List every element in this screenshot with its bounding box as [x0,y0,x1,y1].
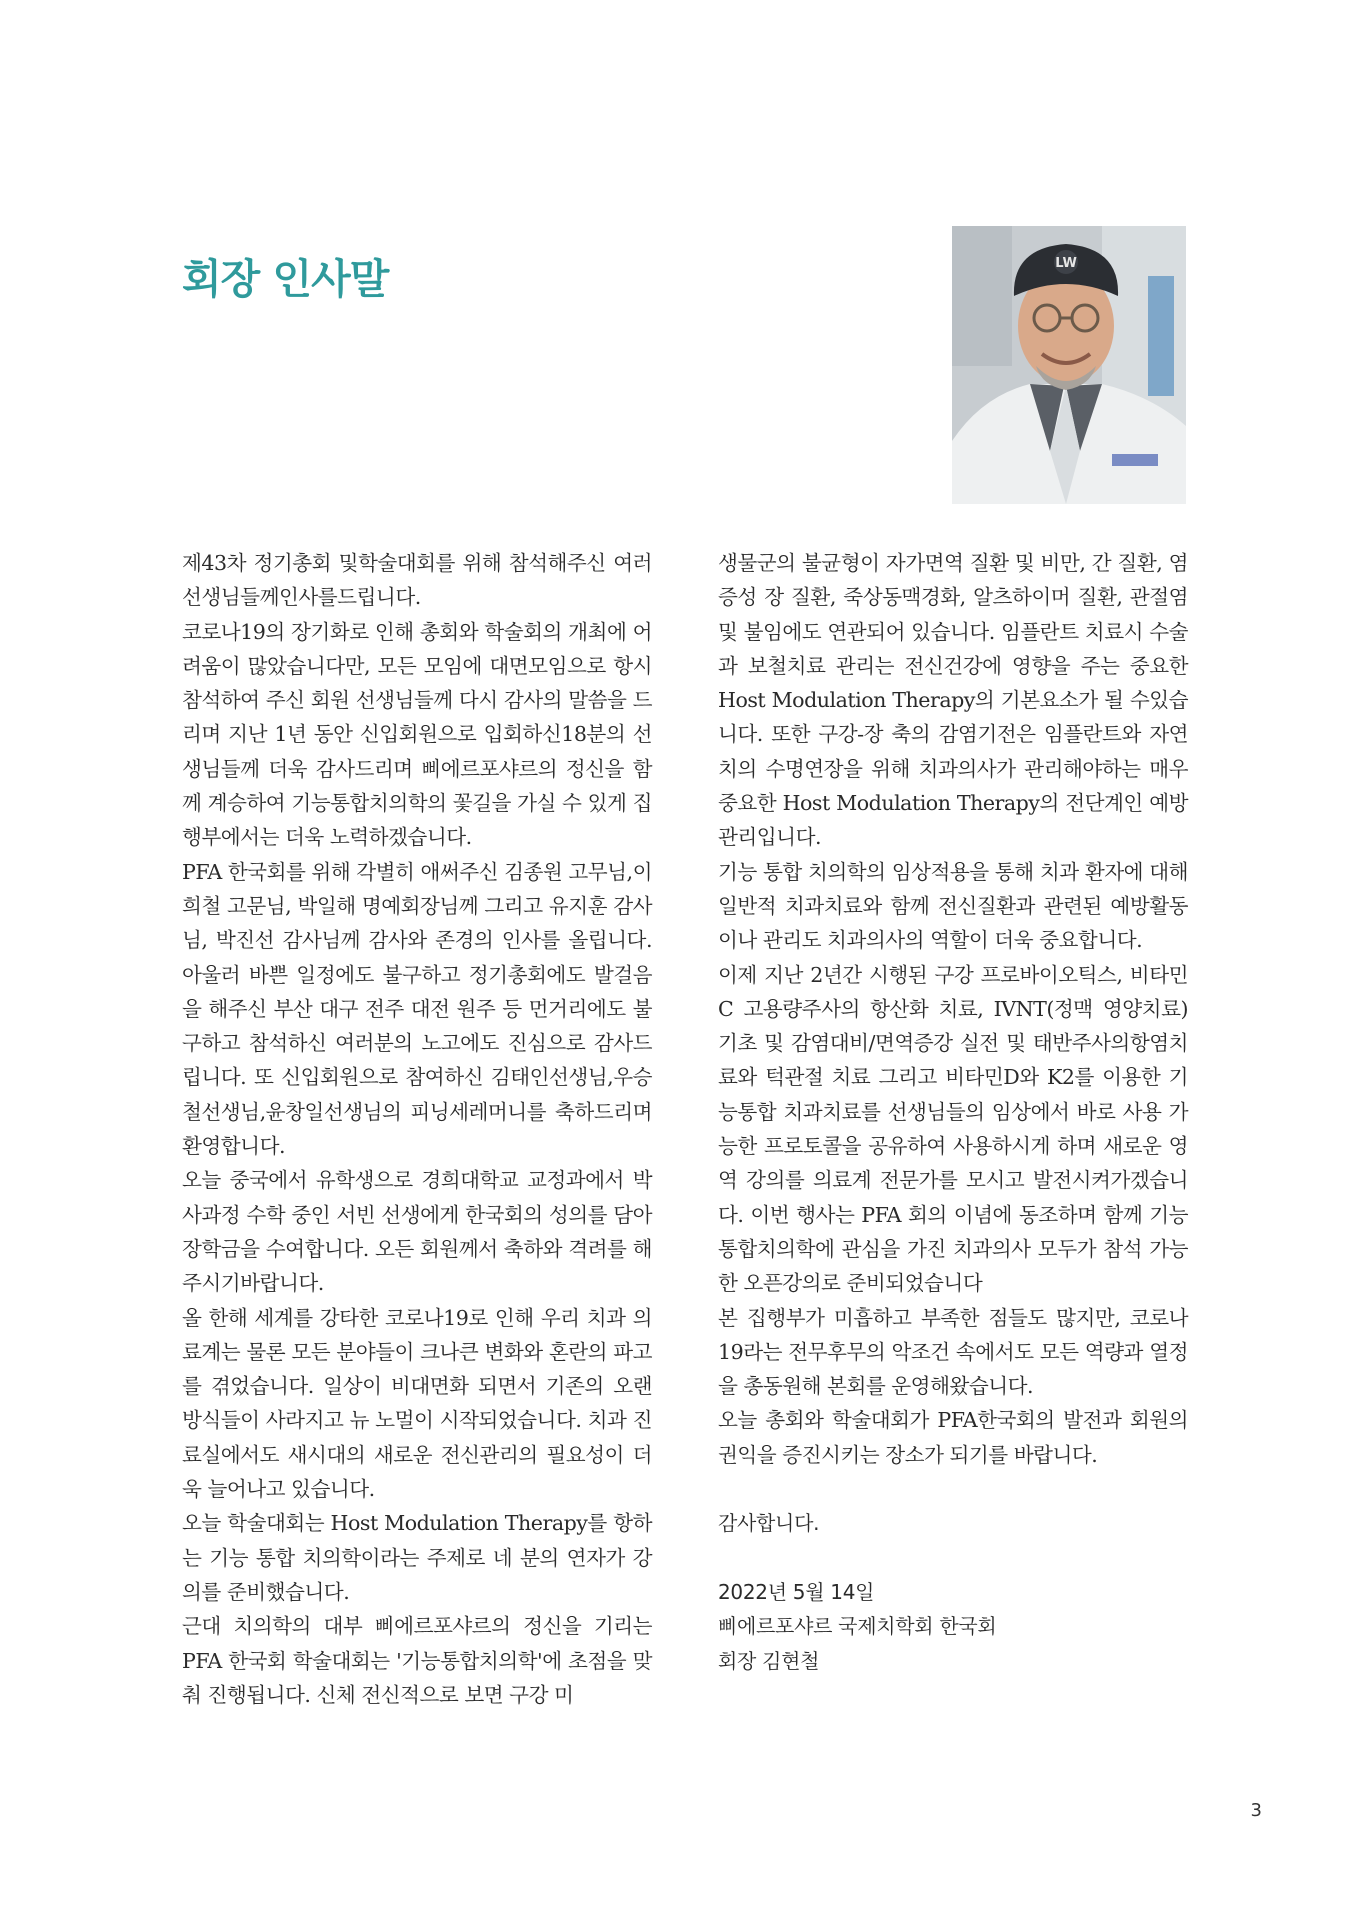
paragraph: 오늘 학술대회는 Host Modulation Therapy를 항하는 기능 통합 치의학이라는 주제로 네 분의 연자가 강의를 준비했습니다. [182,1511,652,1604]
paragraph: 오늘 중국에서 유학생으로 경희대학교 교정과에서 박사과정 수학 중인 서빈 선생에게 한국회의 성의를 담아 장학금을 수여합니다. 오든 회원께서 축하와 격려를 해주시기바랍니다. [182,1168,652,1296]
page-title: 회장 인사말 [182,255,389,303]
paragraph: 이제 지난 2년간 시행된 구강 프로바이오틱스, 비타민C 고용량주사의 항산화 치료, IVNT(정맥 영양치료) 기초 및 감염대비/면역증강 실전 및 태반주사의항염치료와 턱관절 치료 그리고 비타민D와 K2를 이용한 기능통합 치과치료를 선생님들의 임상에서 바로 사용 가능한 프로토콜을 공유하여 사용하시게 하며 새로운 영역 강의를 의료계 전문가를 모시고 발전시켜가겠습니다. 이번 행사는 PFA 회의 이념에 동조하며 함께 기능통합치의학에 관심을 가진 치과의사 모두가 참석 가능한 오픈강의로 준비되었습니다 [718,962,1188,1296]
closing-greeting: 감사합니다. [718,1511,820,1536]
president-photo [952,226,1186,504]
paragraph: 제43차 정기총회 및학술대회를 위해 참석해주신 여러 선생님들께인사를드립니다. [182,551,652,610]
paragraph: PFA 한국회를 위해 각별히 애써주신 김종원 고무님,이희철 고문님, 박일해 명예회장님께 그리고 유지훈 감사님, 박진선 감사님께 감사와 존경의 인사를 올립니다. 아울러 바쁜 일정에도 불구하고 정기총회에도 발걸음을 해주신 부산 대구 전주 대전 원주 등 먼거리에도 불구하고 참석하신 여러분의 노고에도 진심으로 감사드립니다. 또 신입회원으로 참여하신 김태인선생님,우승철선생님,윤창일선생님의 피닝세레머니를 축하드리며 환영합니다. [182,859,652,1159]
cap-logo: LW [1055,256,1077,271]
paragraph: 오늘 총회와 학술대회가 PFA한국회의 발전과 회원의 권익을 증진시키는 장소가 되기를 바랍니다. [718,1408,1188,1467]
signature-date: 2022년 5월 14일 [718,1579,875,1604]
paragraph: 올 한해 세계를 강타한 코로나19로 인해 우리 치과 의료계는 물론 모든 분야들이 크나큰 변화와 혼란의 파고를 겪었습니다. 일상이 비대면화 되면서 기존의 오랜 방식들이 사라지고 뉴 노멀이 시작되었습니다. 치과 진료실에서도 새시대의 새로운 전신관리의 필요성이 더욱 늘어나고 있습니다. [182,1305,652,1502]
paragraph: 본 집행부가 미흡하고 부족한 점들도 많지만, 코로나19라는 전무후무의 악조건 속에서도 모든 역량과 열정을 총동원해 본회를 운영해왔습니다. [718,1305,1188,1399]
paragraph: 기능 통합 치의학의 임상적용을 통해 치과 환자에 대해 일반적 치과치료와 함께 전신질환과 관련된 예방활동이나 관리도 치과의사의 역할이 더욱 중요합니다. [718,859,1188,953]
paragraph: 근대 치의학의 대부 삐에르포샤르의 정신을 기리는 PFA 한국회 학술대회는 '기능통합치의학'에 초점을 맞춰 진행됩니다. 신체 전신적으로 보면 구강 미 [182,1614,652,1707]
signature-name: 회장 김현철 [718,1648,820,1673]
portrait-illustration [952,226,1186,504]
signature-organization: 삐에르포샤르 국제치학회 한국회 [718,1614,997,1639]
paragraph: 코로나19의 장기화로 인해 총회와 학술회의 개최에 어려움이 많았습니다만, 모든 모임에 대면모임으로 항시 참석하여 주신 회원 선생님들께 다시 감사의 말씀을 드리며 지난 1년 동안 신입회원으로 입회하신18분의 선생님들께 더욱 감사드리며 삐에르포샤르의 정신을 함께 계승하여 기능통합치의학의 꽃길을 가실 수 있게 집행부에서는 더욱 노력하겠습니다. [182,619,652,850]
spacer [718,1541,1188,1575]
page-number: 3 [1250,1800,1262,1821]
right-column [718,546,1188,1678]
left-column [182,546,652,1712]
spacer [718,1472,1188,1506]
paragraph: 생물군의 불균형이 자가면역 질환 및 비만, 간 질환, 염증성 장 질환, 죽상동맥경화, 알츠하이머 질환, 관절염 및 불임에도 연관되어 있습니다. 임플란트 치료시 수술과 보철치료 관리는 전신건강에 영향을 주는 중요한 Host Modulation Therapy의 기본요소가 될 수있습니다. 또한 구강-장 축의 감염기전은 임플란트와 자연치의 수명연장을 위해 치과의사가 관리해야하는 매우 중요한 Host Modulation Therapy의 전단계인 예방관리입니다. [718,551,1188,850]
